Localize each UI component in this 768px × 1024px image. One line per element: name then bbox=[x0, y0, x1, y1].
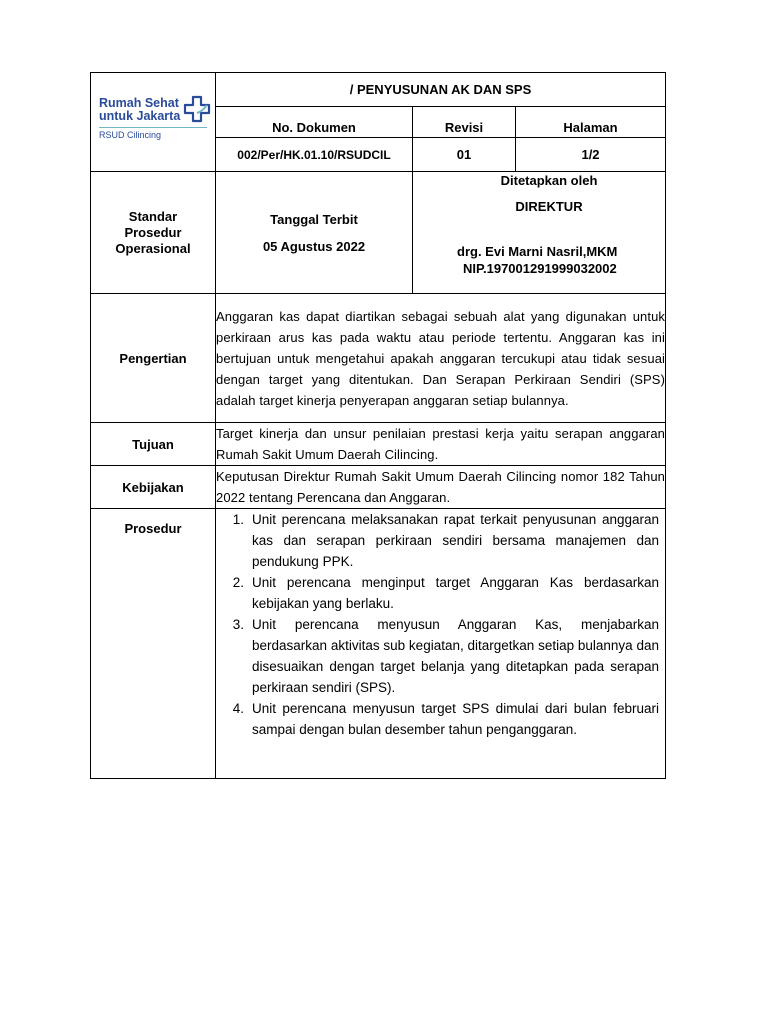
sop-label bbox=[91, 172, 216, 294]
tanggal-terbit-value: 05 Agustus 2022 bbox=[262, 238, 366, 254]
jabatan: DIREKTUR bbox=[515, 199, 583, 214]
step-number: 4. bbox=[232, 701, 244, 716]
doc-no-value: 002/Per/HK.01.10/RSUDCIL bbox=[216, 138, 413, 172]
hospital-cross-logo-icon bbox=[181, 95, 215, 125]
step-text: Unit perencana menginput target Anggaran Kas berdasarkan kebijakan yang berlaku. bbox=[252, 575, 660, 611]
nama-direktur: drg. Evi Marni Nasril,MKM bbox=[457, 244, 618, 259]
prosedur-step bbox=[216, 698, 659, 740]
prosedur-list bbox=[216, 509, 665, 746]
halaman-value: 1/2 bbox=[516, 138, 666, 172]
prosedur-step bbox=[216, 509, 659, 572]
prosedur-step bbox=[216, 572, 659, 614]
prosedur-cell bbox=[216, 509, 666, 779]
halaman-label: Halaman bbox=[516, 107, 666, 138]
tujuan-label: Tujuan bbox=[91, 423, 216, 466]
prosedur-step bbox=[216, 614, 659, 698]
logo-line1: Rumah Sehat bbox=[99, 96, 179, 110]
logo-line3: RSUD Cilincing bbox=[99, 127, 207, 140]
sop-document-table bbox=[90, 72, 666, 779]
sop-label-line2: Prosedur bbox=[124, 224, 182, 240]
logo-line2: untuk Jakarta bbox=[99, 109, 181, 123]
document-title: / PENYUSUNAN AK DAN SPS bbox=[216, 73, 666, 107]
step-number: 1. bbox=[232, 512, 244, 527]
tujuan-text: Target kinerja dan unsur penilaian prestasi kerja yaitu serapan anggaran Rumah Sakit Umum Daerah Cilincing. bbox=[216, 423, 666, 466]
kebijakan-label: Kebijakan bbox=[91, 466, 216, 509]
tanggal-terbit-label: Tanggal Terbit bbox=[270, 211, 358, 227]
pengertian-text: Anggaran kas dapat diartikan sebagai sebuah alat yang digunakan untuk perkiraan arus kas pada waktu atau periode tertentu. Anggaran kas ini bertujuan untuk mengetahui apakah anggaran tercukupi atau tidak sesuai dengan target yang ditentukan. Dan Serapan Perkiraan Sendiri (SPS) adalah target kinerja penyerapan anggaran setiap bulannya. bbox=[216, 294, 666, 423]
kebijakan-text: Keputusan Direktur Rumah Sakit Umum Daerah Cilincing nomor 182 Tahun 2022 tentang Perencana dan Anggaran. bbox=[216, 466, 666, 509]
prosedur-label: Prosedur bbox=[91, 509, 216, 779]
pengertian-label: Pengertian bbox=[91, 294, 216, 423]
sop-label-line3: Operasional bbox=[115, 240, 191, 256]
hospital-logo bbox=[99, 97, 207, 140]
doc-no-label: No. Dokumen bbox=[216, 107, 413, 138]
revisi-value: 01 bbox=[413, 138, 516, 172]
nip-direktur: NIP.197001291999032002 bbox=[463, 261, 617, 276]
ditetapkan-cell bbox=[413, 172, 666, 294]
step-text: Unit perencana menyusun target SPS dimulai dari bulan februari sampai dengan bulan desember tahun penganggaran. bbox=[252, 701, 660, 737]
sop-label-line1: Standar bbox=[128, 208, 178, 224]
step-number: 2. bbox=[232, 575, 244, 590]
revisi-label: Revisi bbox=[413, 107, 516, 138]
step-text: Unit perencana menyusun Anggaran Kas, menjabarkan berdasarkan aktivitas sub kegiatan, ditargetkan setiap bulannya dan disesuaikan dengan target belanja yang ditetapkan pada serapan perkiraan sendiri (SPS). bbox=[252, 617, 660, 695]
step-text: Unit perencana melaksanakan rapat terkait penyusunan anggaran kas dan serapan perkiraan sendiri bersama manajemen dan pendukung PPK. bbox=[252, 512, 660, 569]
step-number: 3. bbox=[232, 617, 244, 632]
tanggal-terbit-cell bbox=[216, 172, 413, 294]
logo-cell bbox=[91, 73, 216, 172]
ditetapkan-label: Ditetapkan oleh bbox=[500, 173, 598, 188]
